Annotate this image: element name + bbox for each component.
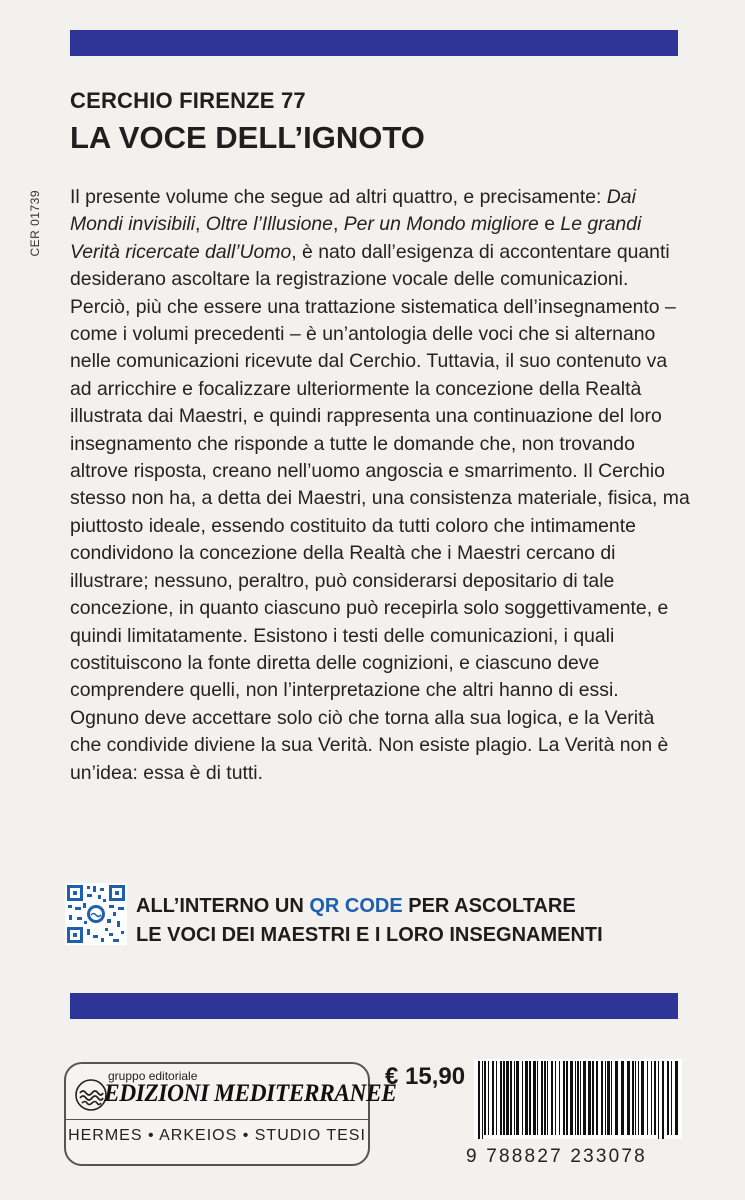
bottom-blue-bar <box>70 993 678 1019</box>
description-segment: , <box>332 213 344 236</box>
qr-notice-text-a: ALL’INTERNO UN <box>136 895 310 917</box>
qr-notice-line-1 <box>136 892 603 921</box>
isbn-number: 9 788827 233078 <box>466 1146 647 1167</box>
book-title: LA VOCE DELL’IGNOTO <box>70 120 425 155</box>
book-title-reference: Dai Mondi invisibili <box>70 186 636 236</box>
qr-notice-highlight: QR CODE <box>309 895 403 917</box>
publisher-group-label: gruppo editoriale <box>108 1069 198 1083</box>
publisher-logo-box <box>64 1062 397 1166</box>
description-text <box>70 184 690 787</box>
top-blue-bar <box>70 30 678 56</box>
qr-code-icon <box>65 883 127 945</box>
qr-code-notice <box>136 892 603 950</box>
description-paragraph <box>70 184 690 787</box>
publisher-name: EDIZIONI MEDITERRANEE <box>104 1080 397 1107</box>
author-name: CERCHIO FIRENZE 77 <box>70 88 306 113</box>
publisher-logo-icon <box>74 1078 108 1112</box>
description-segment: , <box>195 213 206 236</box>
price-label: € 15,90 <box>385 1063 466 1090</box>
publisher-imprints: HERMES • ARKEIOS • STUDIO TESI <box>68 1127 366 1144</box>
description-segment: , è nato dall’esigenza di accontentare quanti desiderano ascoltare la registrazione vocale delle comunicazioni. Perciò, più che essere una trattazione sistematica dell’insegnamento – come i volumi precedenti – è un’antologia delle voci che si alternano nelle comunicazioni ricevute dal Cerchio. Tuttavia, il suo contenuto va ad arricchire e focalizzare ulteriormente la concezione della Realtà illustrata dai Maestri, e quindi rappresenta una continuazione del loro insegnamento che risponde a tutte le domande che, non trovando altrove risposta, creano nell’uomo angoscia e smarrimento. Il Cerchio stesso non ha, a detta dei Maestri, una consistenza materiale, fisica, ma piuttosto ideale, essendo costituito da tutti coloro che intimamente condividono la concezione della Realtà che i Maestri cercano di illustrare; nessuno, peraltro, può considerarsi depositario di tale concezione, in quanto ciascuno può recepirla solo soggettivamente, e quindi limitatamente. Esistono i testi delle comunicazioni, i quali costituiscono la fonte diretta delle cognizioni, e ciascuno deve comprendere quelli, non l’interpretazione che altri hanno di essi. Ognuno deve accettare solo ciò che torna alla sua logica, e la Verità che condivide diviene la sua Verità. Non esiste plagio. La Verità non è un’idea: essa è di tutti. <box>70 240 690 784</box>
catalog-code: CER 01739 <box>28 190 42 257</box>
qr-notice-text-b: PER ASCOLTARE <box>402 895 576 917</box>
qr-notice-line-2: LE VOCI DEI MAESTRI E I LORO INSEGNAMENTI <box>136 924 603 946</box>
description-segment: Il presente volume che segue ad altri quattro, e precisamente: <box>70 186 607 208</box>
imprint-divider <box>66 1119 368 1120</box>
book-title-reference: Oltre l’Illusione <box>205 213 333 236</box>
book-title-reference: Per un Mondo migliore <box>343 213 539 236</box>
description-segment: e <box>538 213 561 236</box>
barcode-icon <box>474 1059 682 1139</box>
book-title-reference: Le grandi Verità ricercate dall’Uomo <box>70 213 642 263</box>
